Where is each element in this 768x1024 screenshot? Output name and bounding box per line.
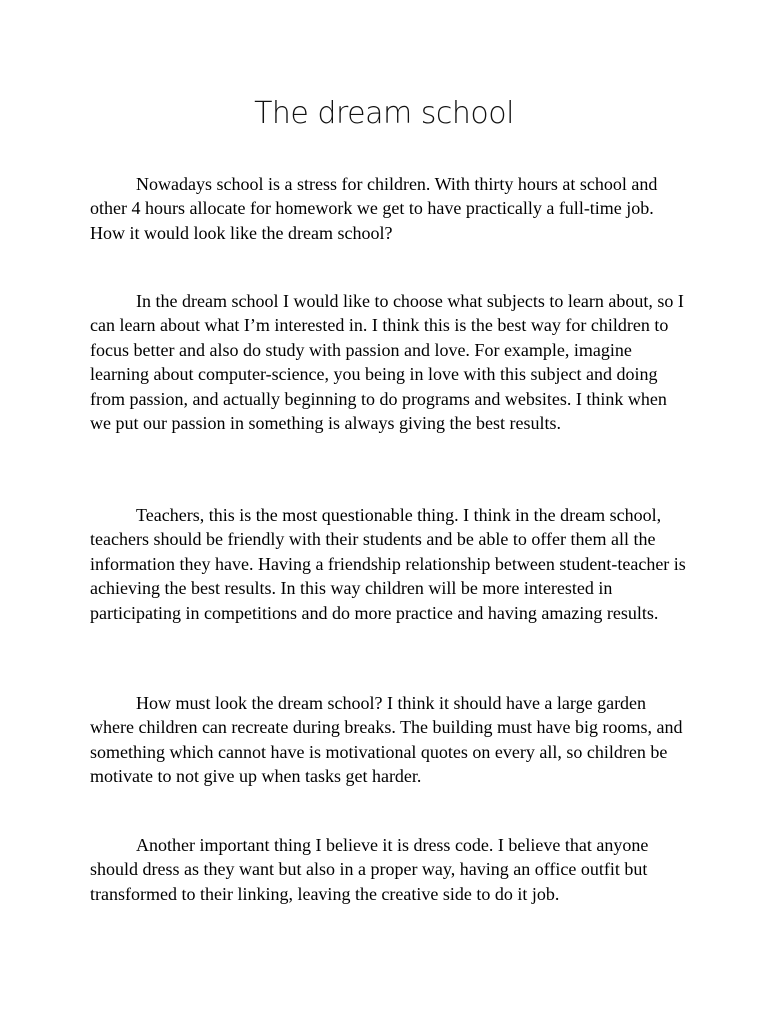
paragraph-building: How must look the dream school? I think it should have a large garden where children can recreate during breaks. The building must have big rooms, and something which cannot have is motivational quotes on every all, so children be motivate to not give up when tasks get harder. bbox=[90, 693, 683, 787]
paragraph-dress-code: Another important thing I believe it is dress code. I believe that anyone should dress as they want but also in a proper way, having an office outfit but transformed to their linking, leaving the creative side to do it job. bbox=[90, 835, 649, 904]
document-title: The dream school bbox=[254, 96, 514, 131]
paragraph-stress: Nowadays school is a stress for children. With thirty hours at school and other 4 hours allocate for homework we get to have practically a full-time job. How it would look like the dream school? bbox=[90, 174, 658, 243]
paragraph-subjects: In the dream school I would like to choose what subjects to learn about, so I can learn about what I’m interested in. I think this is the best way for children to focus better and also do study with passion and love. For example, imagine learning about computer-science, you being in love with this subject and doing from passion, and actually beginning to do programs and websites. I think when we put our passion in something is always giving the best results. bbox=[90, 291, 684, 434]
paragraph-teachers: Teachers, this is the most questionable thing. I think in the dream school, teachers should be friendly with their students and be able to offer them all the information they have. Having a friendship relationship between student-teacher is achieving the best results. In this way children will be more interested in participating in competitions and do more practice and having amazing results. bbox=[90, 505, 686, 623]
